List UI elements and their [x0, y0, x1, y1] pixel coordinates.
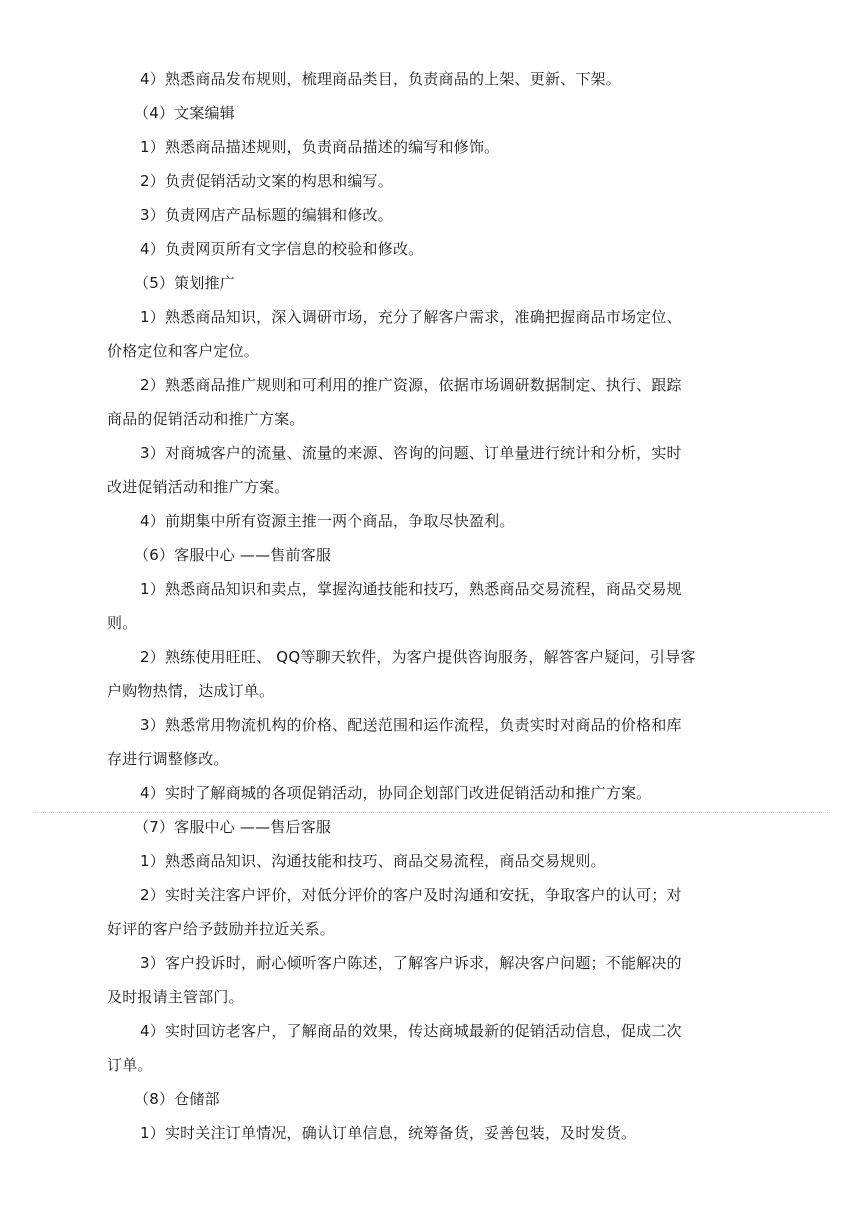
paragraph-line: 2）负责促销活动文案的构思和编写。	[140, 172, 393, 190]
paragraph-continuation-line: 订单。	[107, 1056, 153, 1074]
paragraph-line: 4）负责网页所有文字信息的校验和修改。	[140, 240, 424, 258]
paragraph-line: 3）负责网店产品标题的编辑和修改。	[140, 206, 393, 224]
paragraph-continuation-line: 价格定位和客户定位。	[107, 342, 260, 360]
page-break-divider	[32, 812, 830, 813]
paragraph-continuation-line: 则。	[107, 614, 138, 632]
section-heading: （6）客服中心 ——售前客服	[134, 546, 332, 564]
paragraph-line: 1）实时关注订单情况，确认订单信息，统筹备货，妥善包装，及时发货。	[140, 1124, 637, 1142]
paragraph-line: 2）熟练使用旺旺、 QQ等聊天软件，为客户提供咨询服务，解答客户疑问，引导客	[140, 648, 696, 666]
paragraph-line: 3）对商城客户的流量、流量的来源、咨询的问题、订单量进行统计和分析，实时	[140, 444, 682, 462]
paragraph-continuation-line: 好评的客户给予鼓励并拉近关系。	[107, 920, 336, 938]
document-body	[0, 62, 860, 1150]
paragraph-continuation-line: 改进促销活动和推广方案。	[107, 478, 290, 496]
paragraph-line: 1）熟悉商品知识和卖点，掌握沟通技能和技巧，熟悉商品交易流程，商品交易规	[140, 580, 682, 598]
paragraph-continuation-line: 商品的促销活动和推广方案。	[107, 410, 305, 428]
paragraph-line: 4）实时回访老客户，了解商品的效果，传达商城最新的促销活动信息，促成二次	[140, 1022, 682, 1040]
section-heading: （4）文案编辑	[134, 104, 235, 122]
paragraph-line: 3）熟悉常用物流机构的价格、配送范围和运作流程，负责实时对商品的价格和库	[140, 716, 682, 734]
section-heading: （7）客服中心 ——售后客服	[134, 818, 332, 836]
paragraph-line: 3）客户投诉时，耐心倾听客户陈述，了解客户诉求，解决客户问题；不能解决的	[140, 954, 682, 972]
paragraph-line: 4）实时了解商城的各项促销活动，协同企划部门改进促销活动和推广方案。	[140, 784, 652, 802]
paragraph-line: 1）熟悉商品知识，深入调研市场，充分了解客户需求，准确把握商品市场定位、	[140, 308, 682, 326]
paragraph-line: 4）熟悉商品发布规则，梳理商品类目，负责商品的上架、更新、下架。	[140, 70, 621, 88]
paragraph-continuation-line: 及时报请主管部门。	[107, 988, 244, 1006]
paragraph-line: 1）熟悉商品描述规则，负责商品描述的编写和修饰。	[140, 138, 500, 156]
paragraph-line: 2）实时关注客户评价，对低分评价的客户及时沟通和安抚，争取客户的认可；对	[140, 886, 682, 904]
paragraph-continuation-line: 存进行调整修改。	[107, 750, 229, 768]
paragraph-continuation-line: 户购物热情，达成订单。	[107, 682, 275, 700]
section-heading: （8）仓储部	[134, 1090, 220, 1108]
paragraph-line: 1）熟悉商品知识、沟通技能和技巧、商品交易流程，商品交易规则。	[140, 852, 606, 870]
paragraph-line: 2）熟悉商品推广规则和可利用的推广资源，依据市场调研数据制定、执行、跟踪	[140, 376, 682, 394]
section-heading: （5）策划推广	[134, 274, 235, 292]
paragraph-line: 4）前期集中所有资源主推一两个商品，争取尽快盈利。	[140, 512, 515, 530]
